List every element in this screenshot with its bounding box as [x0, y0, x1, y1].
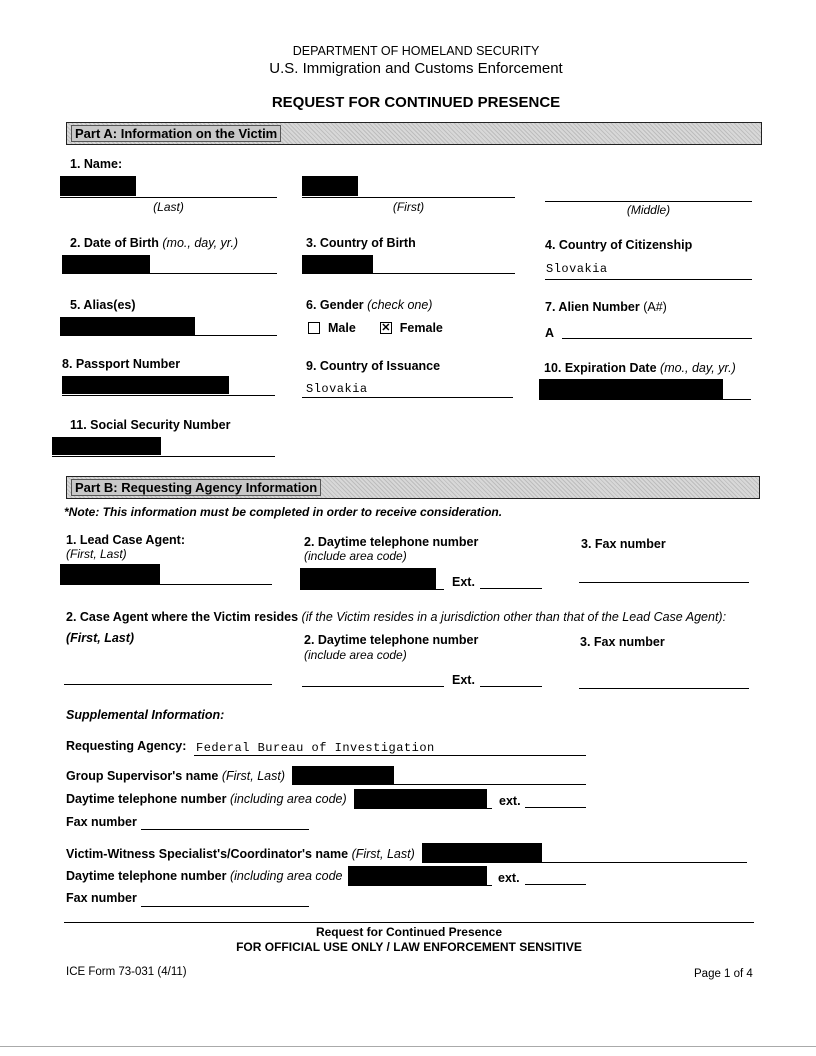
fax2-label: 3. Fax number — [580, 635, 665, 649]
phone-field[interactable] — [300, 589, 444, 590]
gender-options — [308, 321, 443, 335]
ext-label: Ext. — [452, 575, 475, 589]
form-title: REQUEST FOR CONTINUED PRESENCE — [271, 94, 561, 111]
fax-label: 3. Fax number — [581, 537, 666, 551]
redaction-day-phone2 — [348, 866, 487, 886]
dob-field[interactable] — [62, 273, 277, 274]
form-id: ICE Form 73-031 (4/11) — [66, 966, 187, 978]
phone-hint: (include area code) — [304, 549, 407, 563]
ext-lower2-label: ext. — [498, 871, 520, 885]
part-b-note: *Note: This information must be completed in order to receive consideration. — [64, 505, 503, 519]
phone2-field[interactable] — [302, 686, 444, 687]
case-agent-name-hint: (First, Last) — [66, 631, 135, 645]
ext-lower2-field[interactable] — [525, 884, 586, 885]
ext-lower-field[interactable] — [525, 807, 586, 808]
footer-line1: Request for Continued Presence — [315, 925, 503, 939]
last-name-field[interactable] — [60, 197, 277, 198]
group-sup-field[interactable] — [292, 784, 586, 785]
redaction-expiration — [539, 379, 723, 399]
agency-name: U.S. Immigration and Customs Enforcement — [269, 60, 563, 77]
req-agency-value: Federal Bureau of Investigation — [196, 741, 435, 755]
day-phone2-label: Daytime telephone number (including area code — [66, 869, 343, 883]
redaction-cob — [302, 255, 373, 274]
day-phone-label: Daytime telephone number (including area code) — [66, 792, 347, 806]
redaction-alias — [60, 317, 195, 336]
male-checkbox[interactable] — [308, 322, 320, 334]
alias-label: 5. Alias(es) — [70, 298, 136, 312]
redaction-group-sup — [292, 766, 394, 785]
cob-field[interactable] — [302, 273, 515, 274]
first-caption: (First) — [392, 200, 425, 214]
coc-label: 4. Country of Citizenship — [545, 238, 693, 252]
male-label: Male — [328, 321, 356, 335]
page-number: Page 1 of 4 — [694, 968, 753, 980]
passport-label: 8. Passport Number — [62, 357, 181, 371]
part-b-heading: Part B: Requesting Agency Information — [71, 479, 321, 496]
female-label: Female — [399, 321, 443, 335]
redaction-dob — [62, 255, 150, 274]
phone2-hint: (include area code) — [304, 648, 407, 662]
coc-field[interactable] — [545, 279, 752, 280]
alien-prefix: A — [545, 326, 555, 340]
supplemental-label: Supplemental Information: — [66, 708, 225, 722]
fax2-field[interactable] — [579, 688, 749, 689]
expiration-field[interactable] — [539, 399, 751, 400]
req-agency-label: Requesting Agency: — [66, 739, 187, 753]
ssn-label: 11. Social Security Number — [70, 418, 231, 432]
fax-number2-field[interactable] — [141, 906, 309, 907]
gender-label: 6. Gender (check one) — [306, 298, 433, 312]
part-b-header — [66, 476, 760, 499]
alias-field[interactable] — [60, 335, 277, 336]
case-agent-field[interactable] — [64, 684, 272, 685]
first-name-field[interactable] — [302, 197, 515, 198]
part-a-header — [66, 122, 762, 145]
lead-agent-field[interactable] — [60, 584, 272, 585]
redaction-phone — [300, 568, 436, 589]
dob-label: 2. Date of Birth (mo., day, yr.) — [70, 236, 239, 250]
ext2-label: Ext. — [452, 673, 475, 687]
ext-lower-label: ext. — [499, 794, 521, 808]
alien-number-field[interactable] — [562, 338, 752, 339]
footer-divider — [64, 922, 754, 923]
ext2-field[interactable] — [480, 686, 542, 687]
fax-number-label: Fax number — [66, 815, 137, 829]
redaction-vws — [422, 843, 542, 862]
footer-line2: FOR OFFICIAL USE ONLY / LAW ENFORCEMENT SENSITIVE — [236, 940, 582, 954]
day-phone2-field[interactable] — [348, 885, 492, 886]
coc-value: Slovakia — [546, 262, 608, 276]
req-agency-field[interactable] — [194, 755, 586, 756]
name-label: 1. Name: — [70, 157, 123, 171]
ssn-field[interactable] — [52, 456, 275, 457]
issuance-field[interactable] — [302, 397, 513, 398]
redaction-day-phone — [354, 789, 487, 809]
middle-caption: (Middle) — [626, 203, 671, 217]
redaction-ssn — [52, 437, 161, 455]
vws-field[interactable] — [422, 862, 747, 863]
redaction-first-name — [302, 176, 358, 196]
cob-label: 3. Country of Birth — [306, 236, 416, 250]
middle-name-field[interactable] — [545, 201, 752, 202]
female-checkbox[interactable] — [380, 322, 392, 334]
fax-field[interactable] — [579, 582, 749, 583]
scan-edge — [0, 1046, 816, 1047]
lead-agent-label: 1. Lead Case Agent: — [66, 533, 186, 547]
expiration-label: 10. Expiration Date (mo., day, yr.) — [544, 361, 736, 375]
alien-number-label: 7. Alien Number (A#) — [545, 300, 667, 314]
lead-agent-hint: (First, Last) — [66, 547, 127, 561]
issuance-label: 9. Country of Issuance — [306, 359, 441, 373]
redaction-lead-agent — [60, 564, 160, 584]
last-caption: (Last) — [153, 200, 184, 214]
phone2-label: 2. Daytime telephone number — [304, 633, 479, 647]
redaction-passport — [62, 376, 229, 394]
fax-number2-label: Fax number — [66, 891, 137, 905]
case-agent-label: 2. Case Agent where the Victim resides (if the Victim resides in a jurisdiction other than that of the Lead Case Agent): — [66, 610, 727, 624]
vws-label: Victim-Witness Specialist's/Coordinator's name (First, Last) — [66, 847, 415, 861]
department-name: DEPARTMENT OF HOMELAND SECURITY — [292, 44, 540, 58]
ext-field[interactable] — [480, 588, 542, 589]
fax-number-field[interactable] — [141, 829, 309, 830]
group-sup-label: Group Supervisor's name (First, Last) — [66, 769, 286, 783]
issuance-value: Slovakia — [306, 382, 368, 396]
redaction-last-name — [60, 176, 136, 196]
passport-field[interactable] — [62, 395, 275, 396]
part-a-heading: Part A: Information on the Victim — [71, 125, 281, 142]
day-phone-field[interactable] — [354, 808, 492, 809]
phone-label: 2. Daytime telephone number — [304, 535, 479, 549]
